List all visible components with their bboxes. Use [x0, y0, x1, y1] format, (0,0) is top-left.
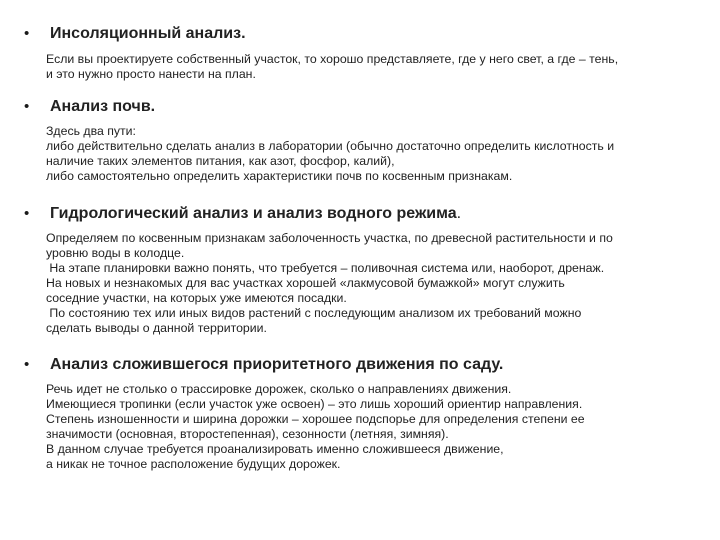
body-line: Степень изношенности и ширина дорожки – хорошее подспорье для определения степени ее — [46, 412, 585, 426]
body-line: значимости (основная, второстепенная), сезонности (летняя, зимняя). — [46, 427, 449, 441]
section-3-heading-tail: . — [456, 205, 462, 222]
section-2-heading: Анализ почв. — [50, 98, 156, 115]
section-2-header — [24, 98, 155, 116]
body-line: либо действительно сделать анализ в лаборатории (обычно достаточно определить кислотность и — [46, 139, 615, 153]
section-1-heading: Инсоляционный анализ. — [50, 25, 246, 42]
section-3-heading — [50, 205, 461, 223]
body-line: наличие таких элементов питания, как азот, фосфор, калий), — [46, 154, 395, 168]
bullet-icon: • — [24, 205, 30, 222]
section-3-heading-text: Гидрологический анализ и анализ водного режима — [50, 205, 457, 222]
body-line: соседние участки, на которых уже имеются посадки. — [46, 291, 347, 305]
section-1-body — [46, 52, 618, 82]
body-line: а никак не точное расположение будущих дорожек. — [46, 457, 341, 471]
body-line: Имеющиеся тропинки (если участок уже освоен) – это лишь хороший ориентир направления. — [46, 397, 583, 411]
body-line: Здесь два пути: — [46, 124, 136, 138]
body-line: либо самостоятельно определить характеристики почв по косвенным признакам. — [46, 169, 513, 183]
section-3-body — [46, 231, 613, 336]
section-3-header — [24, 205, 461, 223]
section-2-body — [46, 124, 614, 184]
section-4-heading: Анализ сложившегося приоритетного движения по саду. — [50, 356, 504, 373]
body-line: сделать выводы о данной территории. — [46, 321, 267, 335]
body-line: На новых и незнакомых для вас участках хорошей «лакмусовой бумажкой» могут служить — [46, 276, 565, 290]
bullet-icon: • — [24, 98, 30, 115]
bullet-icon: • — [24, 356, 30, 373]
body-line: и это нужно просто нанести на план. — [46, 67, 256, 81]
bullet-icon: • — [24, 25, 30, 42]
body-line: В данном случае требуется проанализировать именно сложившееся движение, — [46, 442, 504, 456]
body-line: уровню воды в колодце. — [46, 246, 185, 260]
body-line: По состоянию тех или иных видов растений с последующим анализом их требований можно — [46, 306, 582, 320]
section-4-body — [46, 382, 585, 472]
body-line: На этапе планировки важно понять, что требуется – поливочная система или, наоборот, дренаж. — [46, 261, 605, 275]
section-4-header — [24, 356, 503, 374]
section-1-header — [24, 25, 246, 43]
body-line: Речь идет не столько о трассировке дорожек, сколько о направлениях движения. — [46, 382, 512, 396]
body-line: Определяем по косвенным признакам заболоченность участка, по древесной растительности и по — [46, 231, 613, 245]
body-line: Если вы проектируете собственный участок, то хорошо представляете, где у него свет, а где – тень, — [46, 52, 619, 66]
